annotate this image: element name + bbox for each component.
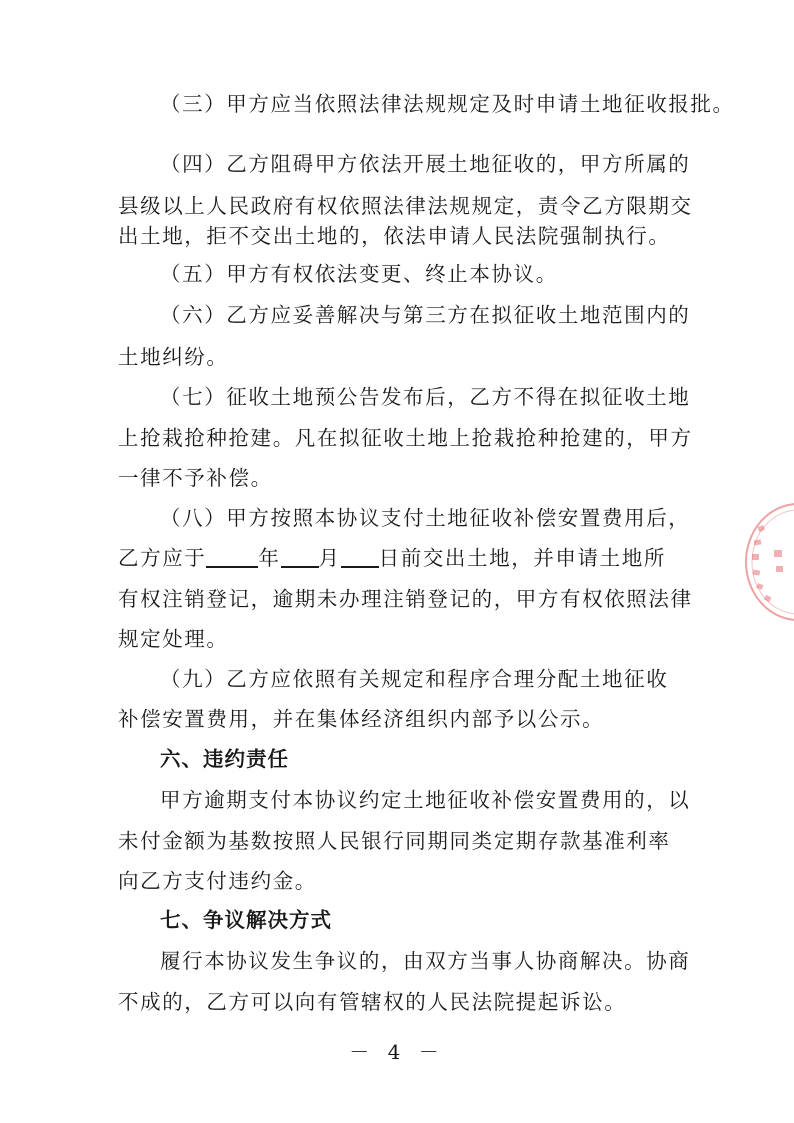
clause-8-line-4: 规定处理。 <box>118 627 229 651</box>
clause-4-line-1: （四）乙方阻碍甲方依法开展土地征收的，甲方所属的 <box>160 152 691 176</box>
section-7-line-2: 不成的，乙方可以向有管辖权的人民法院提起诉讼。 <box>118 990 627 1014</box>
clause-4-line-2: 县级以上人民政府有权依照法律法规规定，责令乙方限期交 <box>118 194 693 218</box>
clause-3-line-1: （三）甲方应当依照法律法规规定及时申请土地征收报批。 <box>160 92 735 116</box>
month-blank <box>281 546 319 568</box>
section-6-heading: 六、违约责任 <box>160 747 289 771</box>
section-7-heading: 七、争议解决方式 <box>160 908 332 932</box>
red-seal-stamp-icon <box>738 498 794 626</box>
clause-8-line-3: 有权注销登记，逾期未办理注销登记的，甲方有权依照法律 <box>118 587 693 611</box>
section-7-line-1: 履行本协议发生争议的，由双方当事人协商解决。协商 <box>160 949 691 973</box>
year-blank <box>206 546 258 568</box>
page-number: － 4 － <box>349 1040 445 1064</box>
clause-8-text-month: 月 <box>318 546 341 570</box>
clause-9-line-2: 补偿安置费用，并在集体经济组织内部予以公示。 <box>118 707 605 731</box>
section-6-line-1: 甲方逾期支付本协议约定土地征收补偿安置费用的，以 <box>160 788 691 812</box>
clause-4-line-3: 出土地，拒不交出土地的，依法申请人民法院强制执行。 <box>118 224 671 248</box>
clause-8-text-year: 年 <box>258 546 281 570</box>
section-6-line-3: 向乙方支付违约金。 <box>118 869 317 893</box>
clause-6-line-2: 土地纠纷。 <box>118 345 229 369</box>
clause-8-text-d: 日前交出土地，并申请土地所 <box>378 546 666 570</box>
clause-7-line-2: 上抢栽抢种抢建。凡在拟征收土地上抢栽抢种抢建的，甲方 <box>118 426 693 450</box>
clause-8-text-a: 乙方应于 <box>118 546 207 570</box>
clause-6-line-1: （六）乙方应妥善解决与第三方在拟征收土地范围内的 <box>160 303 691 327</box>
clause-8-line-2 <box>118 546 666 570</box>
clause-5-line-1: （五）甲方有权依法变更、终止本协议。 <box>160 262 558 286</box>
section-6-line-2: 未付金额为基数按照人民银行同期同类定期存款基准利率 <box>118 829 671 853</box>
clause-7-line-1: （七）征收土地预公告发布后，乙方不得在拟征收土地 <box>160 385 691 409</box>
clause-8-line-1: （八）甲方按照本协议支付土地征收补偿安置费用后， <box>160 506 691 530</box>
clause-9-line-1: （九）乙方应依照有关规定和程序合理分配土地征收 <box>160 667 669 691</box>
day-blank <box>341 546 379 568</box>
clause-7-line-3: 一律不予补偿。 <box>118 466 273 490</box>
